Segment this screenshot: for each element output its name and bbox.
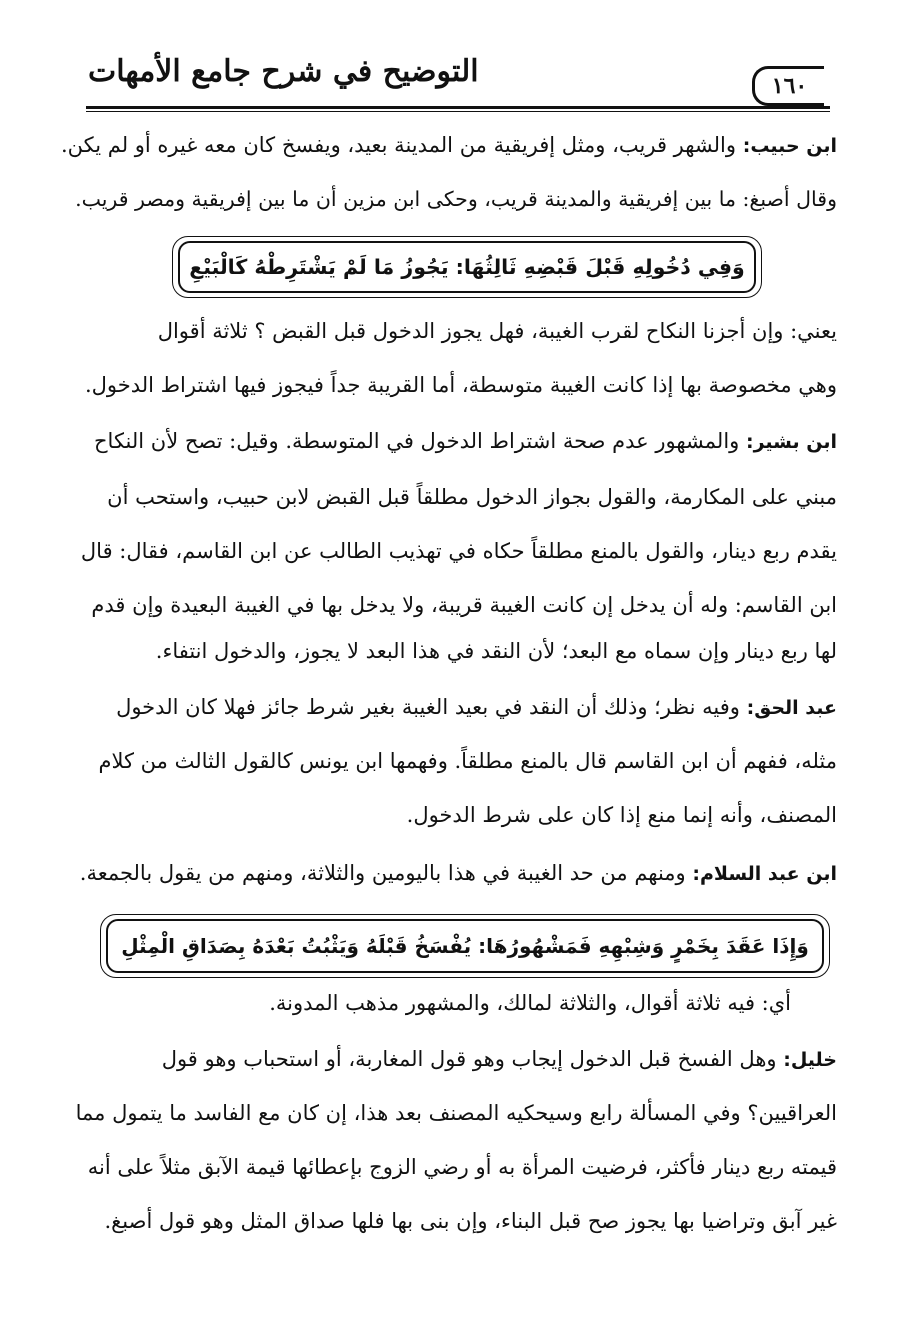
text-line	[81, 536, 837, 566]
line-text: والشهر قريب، ومثل إفريقية من المدينة بعيد، ويفسخ كان معه غيره أو لم يكن.	[60, 133, 743, 157]
speaker-label: خليل:	[783, 1049, 837, 1071]
text-line	[269, 988, 791, 1018]
speaker-label: ابن بشير:	[745, 431, 837, 453]
line-text: والمشهور عدم صحة اشتراط الدخول في المتوسطة. وقيل: تصح لأن النكاح	[94, 429, 746, 453]
page-number: ١٦٠	[771, 73, 808, 99]
text-line	[76, 1098, 837, 1128]
line-text: أي: فيه ثلاثة أقوال، والثلاثة لمالك، والمشهور مذهب المدونة.	[269, 991, 791, 1015]
line-text: لها ربع دينار وإن سماه مع البعد؛ لأن النقد في هذا البعد لا يجوز، والدخول انتفاء.	[155, 639, 837, 663]
text-line	[162, 1044, 837, 1075]
text-line	[61, 130, 837, 161]
running-title: التوضيح في شرح جامع الأمهات	[88, 54, 479, 89]
line-text: وقال أصبغ: ما بين إفريقية والمدينة قريب، وحكى ابن مزين أن ما بين إفريقية ومصر قريب.	[75, 187, 837, 211]
page-number-box	[752, 66, 824, 106]
line-text: يقدم ربع دينار، والقول بالمنع مطلقاً حكاه في تهذيب الطالب عن ابن القاسم، فقال: قال	[80, 539, 837, 563]
text-line	[407, 800, 837, 830]
text-line	[91, 590, 837, 620]
text-line	[88, 1152, 837, 1182]
text-line	[85, 370, 837, 400]
text-line	[80, 858, 837, 889]
line-text: يعني: وإن أجزنا النكاح لقرب الغيبة، فهل يجوز الدخول قبل القبض ؟ ثلاثة أقوال	[157, 319, 837, 343]
header-rule	[86, 106, 830, 109]
line-text: مثله، ففهم أن ابن القاسم قال بالمنع مطلقاً. وفهمها ابن يونس كالقول الثالث من كلام	[98, 749, 837, 773]
text-line	[75, 184, 837, 214]
text-line	[98, 746, 837, 776]
text-line	[107, 482, 837, 512]
text-line	[116, 692, 837, 723]
text-line	[156, 636, 837, 666]
speaker-label: عبد الحق:	[746, 697, 837, 719]
line-text: ابن القاسم: وله أن يدخل إن كانت الغيبة قريبة، ولا يدخل بها في الغيبة البعيدة وإن قدم	[91, 593, 837, 617]
matn-text: وَإِذَا عَقَدَ بِخَمْرٍ وَشِبْهِهِ فَمَشْهُورُهَا: يُفْسَخُ قَبْلَهُ وَيَثْبُتُ بَعْدَهُ بِصَدَاقِ الْمِثْلِ	[121, 934, 809, 958]
line-text: وهل الفسخ قبل الدخول إيجاب وهو قول المغاربة، أو استحباب وهو قول	[161, 1047, 784, 1071]
speaker-label: ابن حبيب:	[742, 135, 837, 157]
line-text: غير آبق وتراضيا بها يجوز صح قبل البناء، وإن بنى بها فلها صداق المثل وهو قول أصبغ.	[104, 1209, 837, 1233]
text-line	[94, 426, 837, 457]
line-text: ومنهم من حد الغيبة في هذا باليومين والثلاثة، ومنهم من يقول بالجمعة.	[79, 861, 693, 885]
header-rule-thin	[86, 111, 830, 112]
line-text: المصنف، وأنه إنما منع إذا كان على شرط الدخول.	[406, 803, 837, 827]
line-text: العراقيين؟ وفي المسألة رابع وسيحكيه المصنف بعد هذا، إن كان مع الفاسد ما يتمول مما	[75, 1101, 837, 1125]
line-text: مبني على المكارمة، والقول بجواز الدخول مطلقاً قبل القبض لابن حبيب، واستحب أن	[107, 485, 837, 509]
speaker-label: ابن عبد السلام:	[692, 863, 837, 885]
line-text: وفيه نظر؛ وذلك أن النقد في بعيد الغيبة بغير شرط جائز فهلا كان الدخول	[116, 695, 747, 719]
line-text: وهي مخصوصة بها إذا كانت الغيبة متوسطة، أما القريبة جداً فيجوز فيها اشتراط الدخول.	[84, 373, 837, 397]
matn-text: وَفِي دُخُولِهِ قَبْلَ قَبْضِهِ ثَالِثُهَا: يَجُوزُ مَا لَمْ يَشْتَرِطْهُ كَالْبَيْعِ	[189, 255, 745, 279]
matn-box	[106, 919, 824, 973]
matn-box	[178, 241, 756, 293]
text-line	[104, 1206, 837, 1236]
line-text: قيمته ربع دينار فأكثر، فرضيت المرأة به أو رضي الزوج بإعطائها قيمة الآبق مثلاً على أنه	[87, 1155, 837, 1179]
text-line	[158, 316, 837, 346]
